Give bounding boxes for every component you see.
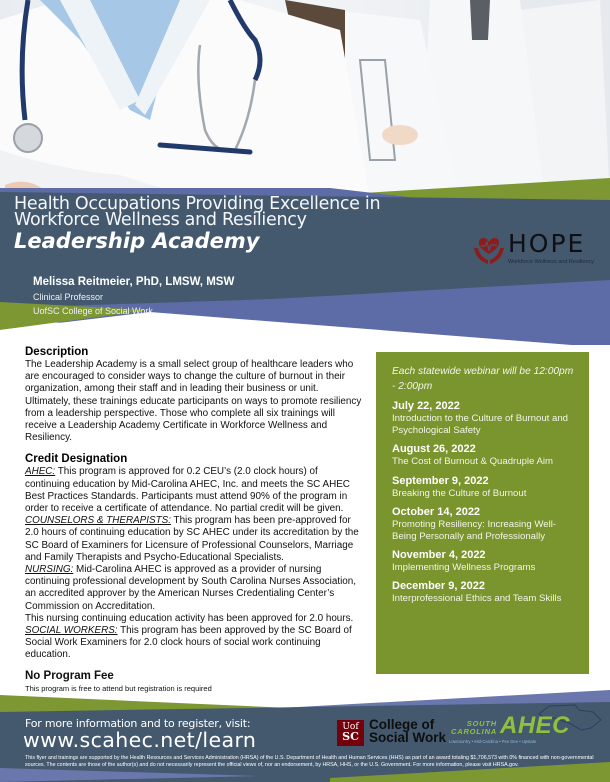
session-date: November 4, 2022 xyxy=(392,549,486,562)
session-topic: The Cost of Burnout & Quadruple Aim xyxy=(392,456,554,468)
registration-link[interactable]: www.scahec.net/learn xyxy=(23,728,257,752)
ahec-state-line-1: SOUTH xyxy=(466,719,497,728)
more-info-text: For more information and to register, visit: xyxy=(25,717,251,730)
hope-wordmark: HOPE xyxy=(508,229,586,258)
hrsa-disclaimer: This flyer and trainings are supported by the Health Resources and Services Administration (HRSA) of the U.S. Department of Health and Human Services (HHS) as part of an award totaling $1,706,573 with 0% financed with non-governmental sources. The contents are those of the author(s) and do not necessarily represent the official views of, nor an endorsement, by HRSA, HHS, or the U.S. Government. For more information, please visit HRSA.gov. xyxy=(25,755,594,769)
credit-label-social-workers: SOCIAL WORKERS: xyxy=(25,625,118,637)
ahec-state-line-2: CAROLINA xyxy=(451,727,497,736)
presenter-organization: UofSC College of Social Work xyxy=(33,306,153,316)
session-date: July 22, 2022 xyxy=(392,400,460,412)
credit-text-ahec: This program is approved for 0.2 CEU’s (2.0 clock hours) of continuing education by Mid-Carolina AHEC, Inc. and meets the SC AHEC Best Practices Standards. Participants must attend 90% of the program in order to receive a certificate of attendance. No partial credit will be given. xyxy=(25,466,350,515)
title-line-2: Workforce Wellness and Resiliency xyxy=(14,210,307,230)
sc-ahec-logo xyxy=(445,700,610,755)
hope-logo xyxy=(472,228,602,274)
ahec-wordmark: AHEC xyxy=(500,712,571,739)
schedule-intro: Each statewide webinar will be 12:00pm - 2:00pm xyxy=(392,366,574,392)
credit-text-social-workers: This program has been approved by the SC Board of Social Work Examiners for 2.0 clock hours of social work continuing education. xyxy=(25,625,352,661)
credit-label-counselors: COUNSELORS & THERAPISTS: xyxy=(25,515,171,527)
session-topic: Interprofessional Ethics and Team Skills xyxy=(392,593,562,605)
ahec-tagline: Lowcountry • Mid-Carolina • Pee Dee • Upstate xyxy=(449,739,537,744)
usc-wordmark xyxy=(369,718,446,744)
usc-mark xyxy=(337,720,364,746)
credit-heading: Credit Designation xyxy=(25,453,128,466)
credit-label-nursing: NURSING: xyxy=(25,564,74,576)
session-date: September 9, 2022 xyxy=(392,474,489,487)
usc-mark-line-2: SC xyxy=(342,730,359,743)
session-topic: Promoting Resiliency: Increasing Well-Being Personally and Professionally xyxy=(392,518,557,543)
schedule-item xyxy=(392,549,579,574)
title-block xyxy=(14,196,380,254)
credit-text-counselors: This program has been pre-approved for 2.0 hours of continuing education by SC AHEC under its accreditation by the SC Board of Examiners for Licensure of Professional Counselors, Marriage and Family Therapists and Psycho-Educational Specialists. xyxy=(25,515,359,563)
credit-text-nursing: Mid-Carolina AHEC is approved as a provider of nursing continuing professional development by South Carolina Nurses Association, an accredited approver by the American Nurses Credentialing Center’s Commission on Accreditation. xyxy=(25,564,357,612)
program-title: Leadership Academy xyxy=(14,229,260,253)
schedule-item xyxy=(392,400,579,437)
schedule-box xyxy=(376,352,589,674)
credit-nursing xyxy=(25,564,365,613)
ahec-state-text xyxy=(445,720,497,736)
credit-social-workers xyxy=(25,625,365,662)
hope-tagline: Workforce Wellness and Resiliency xyxy=(508,259,594,265)
schedule-item xyxy=(392,580,579,605)
description-body: The Leadership Academy is a small select group of healthcare leaders who are encouraged to consider ways to change the culture of burnout in their organization, among their staff and in leading their business or unit. Ultimately, these trainings educate participants on ways to promote resiliency from a leadership perspective. Those who complete all six trainings will receive a Leadership Academy Certificate in Workforce Wellness and Resiliency. xyxy=(25,359,362,444)
credit-nursing-hours: This nursing continuing education activity has been approved for 2.0 hours. xyxy=(25,612,354,624)
session-topic: Implementing Wellness Programs xyxy=(392,562,536,574)
main-content xyxy=(25,346,365,694)
session-date: August 26, 2022 xyxy=(392,443,476,456)
fee-note: This program is free to attend but registration is required xyxy=(25,683,212,693)
session-topic: Breaking the Culture of Burnout xyxy=(392,487,527,499)
presenter-name: Melissa Reitmeier, PhD, LMSW, MSW xyxy=(33,276,235,288)
heart-hands-icon xyxy=(472,232,506,266)
schedule-item xyxy=(392,506,579,543)
credit-counselors xyxy=(25,515,365,564)
description-heading: Description xyxy=(25,346,89,358)
schedule-item xyxy=(392,443,579,468)
title-line-1: Health Occupations Providing Excellence in xyxy=(14,194,381,214)
usc-wordmark-line-2: Social Work xyxy=(369,730,447,745)
presenter-title: Clinical Professor xyxy=(33,292,104,302)
session-date: October 14, 2022 xyxy=(392,505,481,518)
session-topic: Introduction to the Culture of Burnout and Psychological Safety xyxy=(392,413,568,437)
schedule-item xyxy=(392,475,579,500)
fee-heading: No Program Fee xyxy=(25,669,114,682)
session-date: December 9, 2022 xyxy=(392,580,485,593)
presenter-info xyxy=(33,275,234,318)
credit-ahec xyxy=(25,466,365,515)
credit-label-ahec: AHEC: xyxy=(25,466,56,478)
usc-wordmark-line-1: College of xyxy=(369,717,435,732)
usc-mark-line-1: Uof xyxy=(342,722,359,732)
